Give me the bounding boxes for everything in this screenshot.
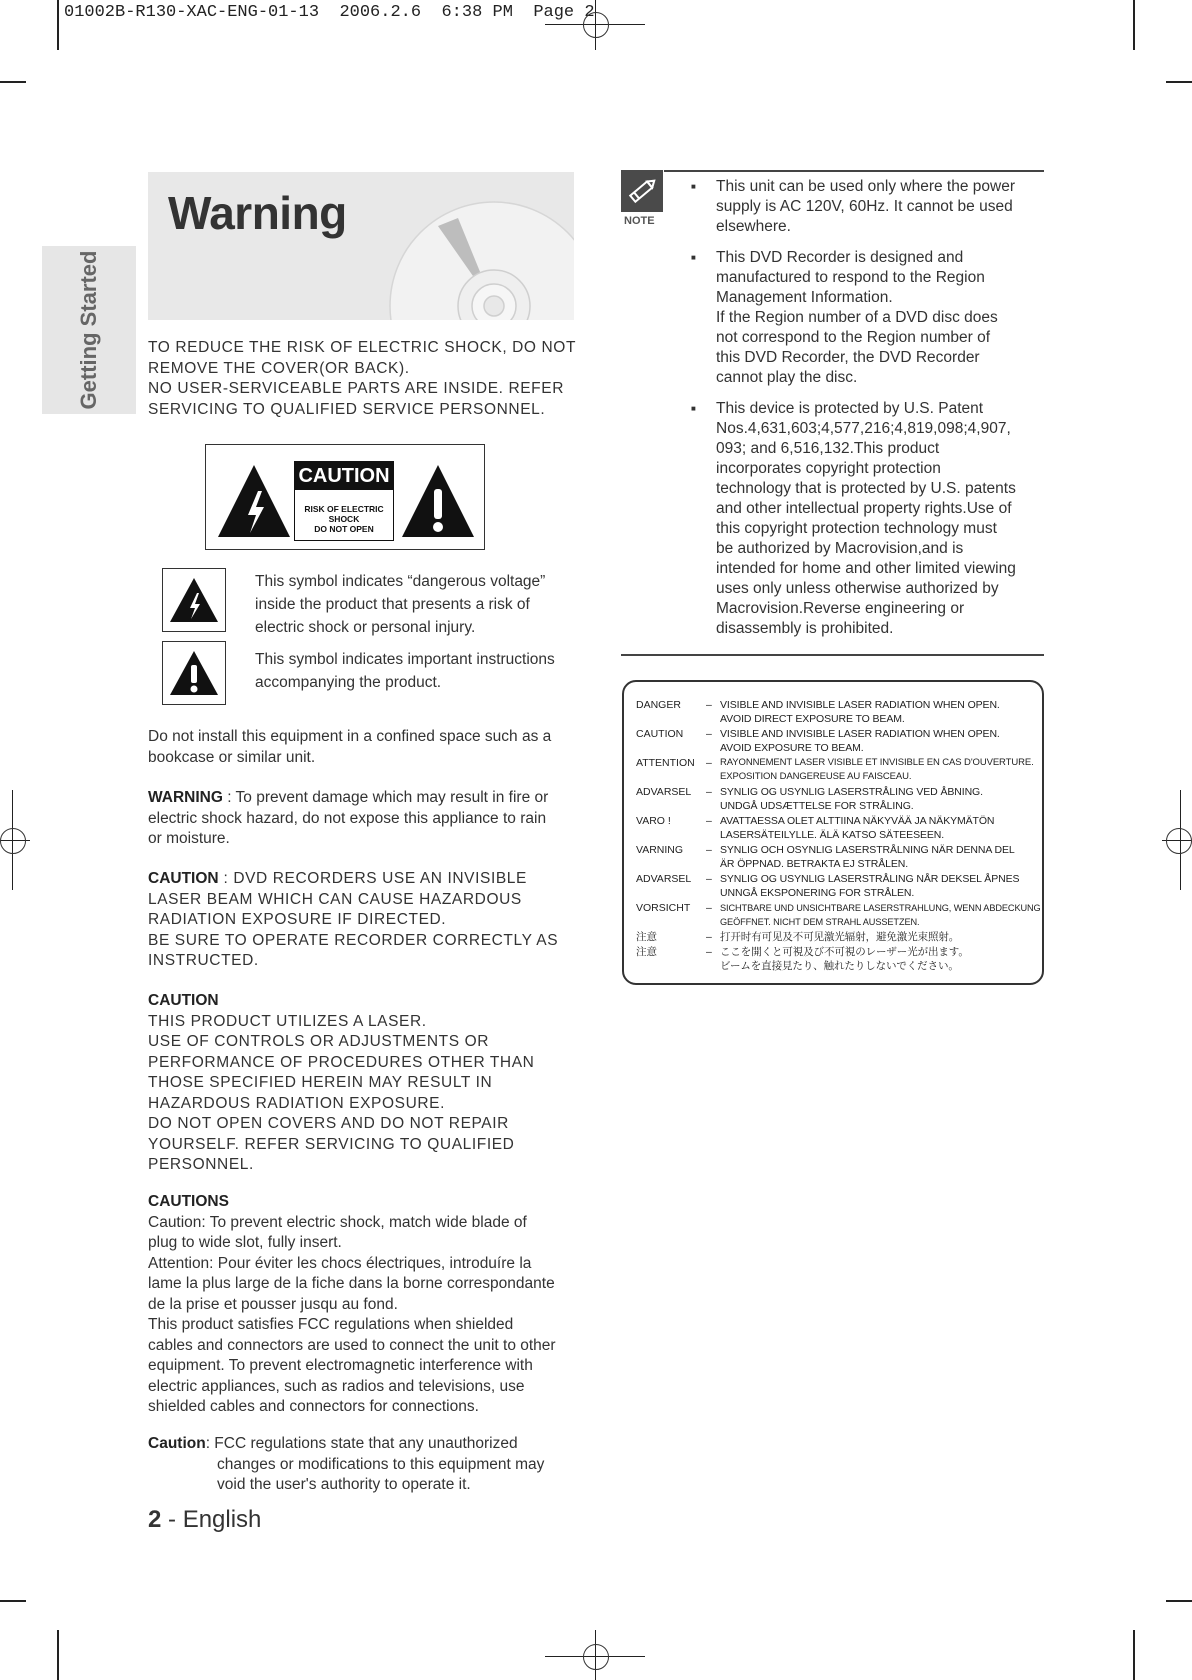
note-label: NOTE — [624, 215, 655, 227]
caution-panel-title: CAUTION — [295, 462, 393, 490]
cautions-line: equipment. To prevent electromagnetic interference with — [148, 1357, 533, 1374]
registration-mark — [1166, 828, 1192, 854]
symbol-text-line: accompanying the product. — [255, 674, 442, 691]
fcc-caution — [148, 1434, 588, 1496]
warning-line: or moisture. — [148, 830, 230, 847]
caution-laser-line: DO NOT OPEN COVERS AND DO NOT REPAIR — [148, 1115, 509, 1132]
note-line: this copyright protection technology must — [716, 520, 997, 537]
laser-row-text: VISIBLE AND INVISIBLE LASER RADIATION WHEN OPEN. AVOID DIRECT EXPOSURE TO BEAM. — [720, 699, 1000, 725]
page-language: - English — [161, 1506, 262, 1533]
caution-laser-line: PERSONNEL. — [148, 1156, 254, 1173]
header-code: 01002B-R130-XAC-ENG-01-13 — [64, 3, 320, 22]
instructions-symbol-text — [255, 648, 575, 694]
lightning-triangle-icon — [169, 577, 219, 623]
note-line: be authorized by Macrovision,and is — [716, 540, 964, 557]
laser-row-label: 注意 — [636, 946, 657, 958]
caution-line: RADIATION EXPOSURE IF DIRECTED. — [148, 911, 447, 928]
laser-warning-label: DANGER – VISIBLE AND INVISIBLE LASER RADIATION WHEN OPEN. AVOID DIRECT EXPOSURE TO BEAM. CAUTION – VISIBLE AND INVISIBLE LASER RADIATION WHEN OPEN. AVOID EXPOSURE TO BEAM. ATTENTION – RAYONNEMENT LASER VISIBLE ET INVISIBLE EN CAS D'OUVERTURE. EXPOSITION DANGEREUSE AU FAISCEAU. ADVARSEL – SYNLIG OG USYNLIG LASERSTRÅLING VED ÅBNING. UNDGÅ UDSÆTTELSE FOR STRÅLING. VARO ! – AVATTAESSA OLET ALTTIINA NÄKYVÄÄ JA NÄKYMÄTÖN LASERSÄTEILYLLE. ÄLÄ KATSO SÄTEESEEN. VARNING – SYNLIG OCH OSYNLIG LASERSTRÅLNING NÄR DENNA DEL ÄR ÖPPNAD. BETRAKTA EJ STRÅLEN. ADVARSEL – SYNLIG OG USYNLIG LASERSTRÅLING NÅR DEKSEL ÅPNES UNNGÅ EKSPONERING FOR STRÅLEN. VORSICHT – SICHTBARE UND UNSICHTBARE LASERSTRAHLUNG, WENN ABDECKUNG GEÖFFNET. NICHT DEM STRAHL AUSSETZEN. 注意 – 打开时有可见及不可见激光辐射，避免激光束照射。 注意 – ここを開くと可視及び不可視のレーザー光が出ます。 ビームを直接見たり、触れたりしないでください。 — [622, 680, 1044, 985]
laser-row-label: ATTENTION — [636, 757, 695, 769]
laser-row-text: SYNLIG OG USYNLIG LASERSTRÅLING VED ÅBNING. UNDGÅ UDSÆTTELSE FOR STRÅLING. — [720, 786, 983, 812]
page-number: 2 — [148, 1506, 162, 1533]
caution-laser-line: YOURSELF. REFER SERVICING TO QUALIFIED — [148, 1135, 515, 1153]
note-bottom-rule — [621, 654, 1044, 656]
laser-row-text: RAYONNEMENT LASER VISIBLE ET INVISIBLE EN CAS D'OUVERTURE. EXPOSITION DANGEREUSE AU FAISCEAU. — [720, 757, 1034, 782]
laser-row-text: SICHTBARE UND UNSICHTBARE LASERSTRAHLUNG, WENN ABDECKUNG GEÖFFNET. NICHT DEM STRAHL AUSSETZEN. — [720, 903, 1041, 927]
crop-mark — [57, 1630, 59, 1680]
crop-mark — [1166, 81, 1192, 83]
cautions-section — [148, 1192, 588, 1418]
caution-panel — [294, 461, 394, 541]
laser-row-label: ADVARSEL — [636, 873, 692, 885]
install-line: Do not install this equipment in a confined space such as a — [148, 728, 552, 745]
warning-paragraph — [148, 788, 588, 850]
cautions-line: This product satisfies FCC regulations when shielded — [148, 1316, 514, 1333]
symbol-text-line: inside the product that presents a risk of — [255, 596, 530, 613]
caution-paragraph — [148, 869, 588, 972]
intro-line: NO USER-SERVICEABLE PARTS ARE INSIDE. REFER — [148, 380, 564, 397]
page-footer — [148, 1506, 261, 1534]
section-side-tab — [42, 246, 136, 414]
note-line: and other intellectual property rights.Use of — [716, 500, 1012, 517]
intro-line: SERVICING TO QUALIFIED SERVICE PERSONNEL. — [148, 400, 546, 418]
fcc-line: void the user's authority to operate it. — [217, 1476, 471, 1493]
cautions-line: Caution: To prevent electric shock, match wide blade of — [148, 1213, 527, 1231]
note-line: ■ This device is protected by U.S. Patent — [716, 400, 984, 417]
cautions-heading: CAUTIONS — [148, 1193, 229, 1210]
registration-mark — [583, 12, 609, 38]
caution-laser-heading: CAUTION — [148, 992, 219, 1009]
cautions-line: de la prise et pousser jusqu au fond. — [148, 1295, 398, 1313]
warning-line: electric shock hazard, do not expose this appliance to rain — [148, 809, 547, 827]
cautions-line: Attention: Pour éviter les chocs électriques, introduíre la — [148, 1254, 532, 1272]
symbol-text-line: This symbol indicates important instructions — [255, 651, 555, 668]
note-line: uses only unless otherwise authorized by — [716, 580, 999, 597]
note-line: incorporates copyright protection — [716, 460, 941, 477]
note-line: If the Region number of a DVD disc does — [716, 309, 998, 326]
caution-line: : DVD RECORDERS USE AN INVISIBLE — [218, 870, 527, 887]
intro-line: REMOVE THE COVER(OR BACK). — [148, 359, 410, 377]
laser-row-text: ここを開くと可視及び不可視のレーザー光が出ます。 ビームを直接見たり、触れたりしないでください。 — [720, 946, 969, 972]
voltage-symbol-box — [162, 568, 226, 632]
note-line: cannot play the disc. — [716, 369, 858, 386]
caution-line: INSTRUCTED. — [148, 952, 259, 969]
caution-panel-line: DO NOT OPEN — [314, 524, 374, 534]
install-line: bookcase or similar unit. — [148, 748, 316, 766]
fcc-label: Caution — [148, 1435, 206, 1452]
crop-mark — [57, 0, 59, 50]
crop-mark — [0, 1600, 26, 1602]
warning-label: WARNING — [148, 789, 223, 806]
caution-laser-line: THOSE SPECIFIED HEREIN MAY RESULT IN — [148, 1074, 493, 1091]
note-line: this DVD Recorder, the DVD Recorder — [716, 349, 980, 366]
registration-mark — [0, 828, 26, 854]
note-line: ■ This DVD Recorder is designed and — [716, 249, 964, 266]
laser-row-text: SYNLIG OG USYNLIG LASERSTRÅLING NÅR DEKSEL ÅPNES UNNGÅ EKSPONERING FOR STRÅLEN. — [720, 873, 1020, 899]
intro-warning — [148, 338, 588, 420]
crop-mark — [1133, 0, 1135, 50]
cautions-line: electric appliances, such as radios and televisions, use — [148, 1377, 525, 1395]
fcc-line: : FCC regulations state that any unauthorized — [205, 1435, 518, 1452]
caution-label-text: CAUTION — [148, 870, 219, 887]
laser-row-label: VARO ! — [636, 815, 671, 827]
laser-row-text: SYNLIG OCH OSYNLIG LASERSTRÅLNING NÄR DENNA DEL ÄR ÖPPNAD. BETRAKTA EJ STRÅLEN. — [720, 844, 1015, 870]
cautions-line: cables and connectors are used to connect the unit to other — [148, 1336, 556, 1354]
note-line: 093; and 6,516,132.This product — [716, 440, 940, 457]
symbol-text-line: electric shock or personal injury. — [255, 619, 476, 636]
cautions-line: plug to wide slot, fully insert. — [148, 1234, 342, 1251]
note-line: elsewhere. — [716, 218, 791, 235]
crop-mark — [1166, 1600, 1192, 1602]
symbol-text-line: This symbol indicates “dangerous voltage” — [255, 573, 546, 590]
instructions-symbol-box — [162, 641, 226, 705]
note-line: technology that is protected by U.S. patents — [716, 480, 1016, 497]
pencil-icon — [621, 170, 663, 212]
header-page: Page 2 — [533, 3, 595, 22]
install-notice — [148, 727, 588, 768]
laser-row-label: 注意 — [636, 931, 657, 943]
caution-line: LASER BEAM WHICH CAN CAUSE HAZARDOUS — [148, 890, 522, 908]
note-bullet — [716, 177, 1046, 237]
caution-label — [205, 444, 485, 550]
crop-mark — [1133, 1630, 1135, 1680]
note-content — [716, 177, 1046, 650]
laser-row-text: 打开时有可见及不可见激光辐射，避免激光束照射。 — [720, 931, 960, 943]
caution-laser-line: THIS PRODUCT UTILIZES A LASER. — [148, 1012, 427, 1030]
laser-row-label: DANGER — [636, 699, 681, 711]
note-line: Management Information. — [716, 289, 893, 306]
intro-line: TO REDUCE THE RISK OF ELECTRIC SHOCK, DO NOT — [148, 339, 577, 356]
note-line: intended for home and other limited viewing — [716, 560, 1016, 577]
note-line: disassembly is prohibited. — [716, 620, 894, 637]
caution-laser-line: PERFORMANCE OF PROCEDURES OTHER THAN — [148, 1053, 535, 1071]
note-line: Macrovision.Reverse engineering or — [716, 600, 965, 617]
laser-row-label: VARNING — [636, 844, 684, 856]
warning-line: : To prevent damage which may result in fire or — [222, 789, 549, 806]
note-top-rule — [664, 170, 1044, 172]
header-time: 6:38 PM — [441, 3, 513, 22]
note-line: supply is AC 120V, 60Hz. It cannot be used — [716, 198, 1013, 215]
laser-row-label: CAUTION — [636, 728, 684, 740]
note-line: ■ This unit can be used only where the power — [716, 178, 1015, 195]
note-line: Nos.4,631,603;4,577,216;4,819,098;4,907, — [716, 420, 1011, 437]
electric-shock-triangle-icon — [216, 463, 292, 539]
note-bullet — [716, 248, 1046, 388]
note-icon — [621, 170, 663, 212]
registration-mark — [583, 1644, 609, 1670]
fcc-line: changes or modifications to this equipment may — [217, 1455, 545, 1473]
print-header — [64, 3, 595, 22]
exclamation-triangle-icon — [169, 650, 219, 696]
laser-row-label: ADVARSEL — [636, 786, 692, 798]
page-title: Warning — [168, 187, 347, 239]
note-line: manufactured to respond to the Region — [716, 269, 985, 286]
cautions-line: lame la plus large de la fiche dans la borne correspondante — [148, 1275, 555, 1292]
header-date: 2006.2.6 — [339, 3, 422, 22]
caution-laser-section — [148, 991, 588, 1176]
note-line: not correspond to the Region number of — [716, 329, 991, 346]
caution-panel-line: RISK OF ELECTRIC SHOCK — [304, 504, 384, 524]
laser-row-text: VISIBLE AND INVISIBLE LASER RADIATION WHEN OPEN. AVOID EXPOSURE TO BEAM. — [720, 728, 1000, 754]
cautions-line: shielded cables and connectors for connections. — [148, 1398, 479, 1415]
exclamation-triangle-icon — [400, 463, 476, 539]
warning-title-box — [148, 172, 574, 320]
voltage-symbol-text — [255, 570, 575, 639]
caution-line: BE SURE TO OPERATE RECORDER CORRECTLY AS — [148, 931, 559, 949]
crop-mark — [0, 81, 26, 83]
caution-laser-line: USE OF CONTROLS OR ADJUSTMENTS OR — [148, 1033, 490, 1050]
disc-icon — [388, 186, 574, 320]
laser-row-text: AVATTAESSA OLET ALTTIINA NÄKYVÄÄ JA NÄKYMÄTÖN LASERSÄTEILYLLE. ÄLÄ KATSO SÄTEESEEN. — [720, 815, 995, 841]
laser-row-label: VORSICHT — [636, 902, 691, 914]
caution-laser-line: HAZARDOUS RADIATION EXPOSURE. — [148, 1094, 446, 1112]
section-tab-label: Getting Started — [76, 250, 101, 410]
note-bullet — [716, 399, 1046, 639]
